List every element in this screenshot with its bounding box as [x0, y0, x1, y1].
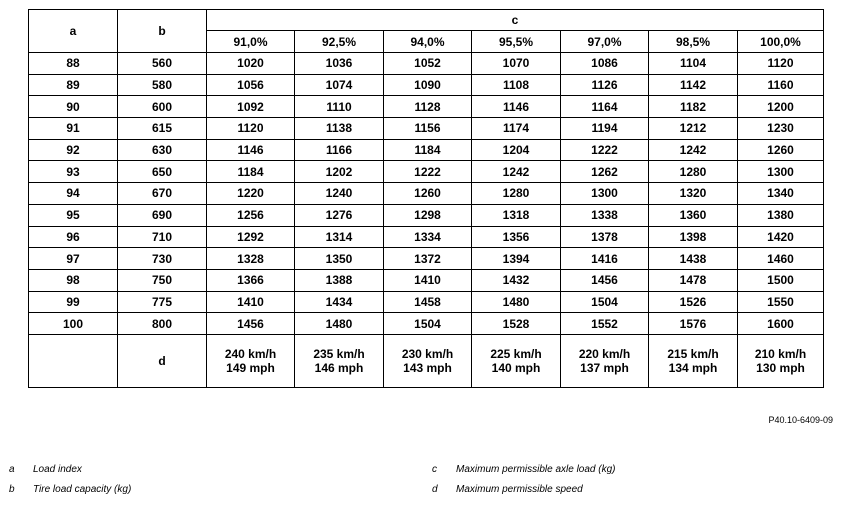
- axle-load-cell: 1434: [295, 291, 384, 313]
- axle-load-cell: 1338: [561, 204, 649, 226]
- axle-load-cell: 1202: [295, 161, 384, 183]
- axle-load-cell: 1184: [384, 139, 472, 161]
- axle-load-cell: 1298: [384, 204, 472, 226]
- axle-load-cell: 1378: [561, 226, 649, 248]
- axle-load-cell: 1262: [561, 161, 649, 183]
- axle-load-cell: 1300: [738, 161, 824, 183]
- load-index-cell: 97: [29, 248, 118, 270]
- axle-load-cell: 1146: [472, 96, 561, 118]
- table-row: [29, 204, 824, 226]
- axle-load-cell: 1456: [561, 269, 649, 291]
- axle-load-cell: 1128: [384, 96, 472, 118]
- tire-capacity-cell: 670: [118, 183, 207, 205]
- axle-load-cell: 1256: [207, 204, 295, 226]
- legend-item-b: [9, 484, 131, 495]
- table-row: [29, 96, 824, 118]
- axle-load-cell: 1388: [295, 269, 384, 291]
- axle-load-cell: 1398: [649, 226, 738, 248]
- axle-load-cell: 1458: [384, 291, 472, 313]
- table-row: [29, 226, 824, 248]
- axle-load-cell: 1276: [295, 204, 384, 226]
- load-table: [28, 9, 824, 388]
- percent-header: 92,5%: [295, 31, 384, 53]
- axle-load-cell: 1036: [295, 53, 384, 75]
- table-row: [29, 269, 824, 291]
- header-c: c: [207, 10, 824, 31]
- axle-load-cell: 1156: [384, 118, 472, 140]
- speed-mph: 134 mph: [668, 360, 718, 375]
- axle-load-cell: 1380: [738, 204, 824, 226]
- axle-load-cell: 1292: [207, 226, 295, 248]
- axle-load-cell: 1086: [561, 53, 649, 75]
- speed-row: [29, 334, 824, 387]
- table-row: [29, 313, 824, 335]
- axle-load-cell: 1120: [207, 118, 295, 140]
- axle-load-cell: 1320: [649, 183, 738, 205]
- axle-load-cell: 1360: [649, 204, 738, 226]
- axle-load-cell: 1174: [472, 118, 561, 140]
- axle-load-cell: 1280: [649, 161, 738, 183]
- speed-mph: 130 mph: [756, 360, 805, 375]
- legend-key: c: [432, 464, 437, 475]
- axle-load-cell: 1504: [561, 291, 649, 313]
- axle-load-cell: 1230: [738, 118, 824, 140]
- legend-text: Maximum permissible speed: [456, 484, 583, 495]
- percent-header: 98,5%: [649, 31, 738, 53]
- tire-capacity-cell: 600: [118, 96, 207, 118]
- axle-load-cell: 1576: [649, 313, 738, 335]
- speed-kmh: 210 km/h: [754, 346, 807, 361]
- axle-load-cell: 1160: [738, 74, 824, 96]
- axle-load-cell: 1420: [738, 226, 824, 248]
- tire-capacity-cell: 630: [118, 139, 207, 161]
- table-row: [29, 74, 824, 96]
- axle-load-cell: 1416: [561, 248, 649, 270]
- axle-load-cell: 1242: [472, 161, 561, 183]
- axle-load-cell: 1240: [295, 183, 384, 205]
- axle-load-cell: 1300: [561, 183, 649, 205]
- axle-load-cell: 1092: [207, 96, 295, 118]
- axle-load-cell: 1280: [472, 183, 561, 205]
- load-index-cell: 94: [29, 183, 118, 205]
- axle-load-cell: 1552: [561, 313, 649, 335]
- axle-load-cell: 1504: [384, 313, 472, 335]
- axle-load-cell: 1550: [738, 291, 824, 313]
- tire-capacity-cell: 730: [118, 248, 207, 270]
- load-index-cell: 93: [29, 161, 118, 183]
- speed-cell: [561, 334, 649, 387]
- tire-capacity-cell: 750: [118, 269, 207, 291]
- header-row: [29, 10, 824, 31]
- legend-item-d: [432, 484, 583, 495]
- header-a: a: [29, 10, 118, 53]
- legend-text: Tire load capacity (kg): [33, 484, 132, 495]
- table-row: [29, 183, 824, 205]
- speed-cell: [384, 334, 472, 387]
- axle-load-cell: 1528: [472, 313, 561, 335]
- speed-kmh: 230 km/h: [401, 346, 454, 361]
- axle-load-cell: 1480: [472, 291, 561, 313]
- load-index-cell: 88: [29, 53, 118, 75]
- tire-capacity-cell: 560: [118, 53, 207, 75]
- axle-load-cell: 1478: [649, 269, 738, 291]
- axle-load-cell: 1104: [649, 53, 738, 75]
- axle-load-cell: 1142: [649, 74, 738, 96]
- speed-kmh: 220 km/h: [578, 346, 631, 361]
- axle-load-cell: 1090: [384, 74, 472, 96]
- axle-load-cell: 1438: [649, 248, 738, 270]
- axle-load-cell: 1350: [295, 248, 384, 270]
- axle-load-cell: 1120: [738, 53, 824, 75]
- axle-load-cell: 1394: [472, 248, 561, 270]
- speed-cell: [472, 334, 561, 387]
- legend-item-a: [9, 464, 82, 475]
- percent-header: 100,0%: [738, 31, 824, 53]
- tire-capacity-cell: 580: [118, 74, 207, 96]
- percent-header: 95,5%: [472, 31, 561, 53]
- axle-load-cell: 1500: [738, 269, 824, 291]
- axle-load-cell: 1222: [384, 161, 472, 183]
- axle-load-cell: 1222: [561, 139, 649, 161]
- axle-load-cell: 1340: [738, 183, 824, 205]
- header-d: d: [118, 334, 207, 387]
- axle-load-cell: 1410: [207, 291, 295, 313]
- speed-kmh: 215 km/h: [667, 346, 719, 361]
- legend-key: b: [9, 484, 15, 495]
- table-row: [29, 291, 824, 313]
- figure-reference: P40.10-6409-09: [768, 415, 833, 425]
- axle-load-cell: 1020: [207, 53, 295, 75]
- axle-load-cell: 1182: [649, 96, 738, 118]
- speed-kmh: 235 km/h: [313, 346, 365, 361]
- axle-load-cell: 1242: [649, 139, 738, 161]
- legend-key: d: [432, 484, 438, 495]
- table-row: [29, 53, 824, 75]
- axle-load-cell: 1126: [561, 74, 649, 96]
- tire-capacity-cell: 615: [118, 118, 207, 140]
- speed-cell: [738, 334, 824, 387]
- axle-load-cell: 1052: [384, 53, 472, 75]
- speed-mph: 143 mph: [403, 360, 452, 375]
- load-index-cell: 100: [29, 313, 118, 335]
- axle-load-cell: 1200: [738, 96, 824, 118]
- tire-capacity-cell: 690: [118, 204, 207, 226]
- axle-load-cell: 1432: [472, 269, 561, 291]
- axle-load-cell: 1212: [649, 118, 738, 140]
- axle-load-cell: 1204: [472, 139, 561, 161]
- axle-load-cell: 1456: [207, 313, 295, 335]
- speed-empty-cell: [29, 334, 118, 387]
- axle-load-cell: 1600: [738, 313, 824, 335]
- speed-cell: [295, 334, 384, 387]
- axle-load-cell: 1334: [384, 226, 472, 248]
- legend-item-c: [432, 464, 616, 475]
- axle-load-cell: 1108: [472, 74, 561, 96]
- axle-load-cell: 1328: [207, 248, 295, 270]
- table-row: [29, 139, 824, 161]
- axle-load-cell: 1318: [472, 204, 561, 226]
- speed-mph: 146 mph: [314, 360, 364, 375]
- load-index-cell: 92: [29, 139, 118, 161]
- axle-load-cell: 1356: [472, 226, 561, 248]
- axle-load-cell: 1410: [384, 269, 472, 291]
- axle-load-cell: 1164: [561, 96, 649, 118]
- table-row: [29, 248, 824, 270]
- axle-load-cell: 1366: [207, 269, 295, 291]
- speed-mph: 137 mph: [580, 360, 629, 375]
- table-row: [29, 118, 824, 140]
- speed-mph: 140 mph: [491, 360, 541, 375]
- legend-text: Load index: [33, 464, 82, 475]
- tire-capacity-cell: 800: [118, 313, 207, 335]
- axle-load-cell: 1314: [295, 226, 384, 248]
- axle-load-cell: 1194: [561, 118, 649, 140]
- axle-load-cell: 1526: [649, 291, 738, 313]
- axle-load-cell: 1166: [295, 139, 384, 161]
- axle-load-cell: 1110: [295, 96, 384, 118]
- axle-load-cell: 1372: [384, 248, 472, 270]
- table-row: [29, 161, 824, 183]
- axle-load-cell: 1220: [207, 183, 295, 205]
- load-index-cell: 91: [29, 118, 118, 140]
- load-index-cell: 95: [29, 204, 118, 226]
- axle-load-cell: 1138: [295, 118, 384, 140]
- percent-header: 91,0%: [207, 31, 295, 53]
- speed-cell: [649, 334, 738, 387]
- header-b: b: [118, 10, 207, 53]
- axle-load-cell: 1146: [207, 139, 295, 161]
- axle-load-cell: 1070: [472, 53, 561, 75]
- load-index-cell: 96: [29, 226, 118, 248]
- speed-mph: 149 mph: [226, 360, 275, 375]
- tire-capacity-cell: 650: [118, 161, 207, 183]
- tire-capacity-cell: 710: [118, 226, 207, 248]
- legend-text: Maximum permissible axle load (kg): [456, 464, 616, 475]
- load-index-cell: 98: [29, 269, 118, 291]
- load-index-cell: 90: [29, 96, 118, 118]
- speed-kmh: 240 km/h: [224, 346, 277, 361]
- legend-key: a: [9, 464, 15, 475]
- axle-load-cell: 1480: [295, 313, 384, 335]
- speed-kmh: 225 km/h: [490, 346, 542, 361]
- axle-load-cell: 1056: [207, 74, 295, 96]
- percent-header: 94,0%: [384, 31, 472, 53]
- speed-cell: [207, 334, 295, 387]
- percent-header: 97,0%: [561, 31, 649, 53]
- load-index-cell: 89: [29, 74, 118, 96]
- axle-load-cell: 1260: [384, 183, 472, 205]
- load-index-cell: 99: [29, 291, 118, 313]
- tire-capacity-cell: 775: [118, 291, 207, 313]
- axle-load-cell: 1260: [738, 139, 824, 161]
- axle-load-cell: 1184: [207, 161, 295, 183]
- axle-load-cell: 1074: [295, 74, 384, 96]
- axle-load-cell: 1460: [738, 248, 824, 270]
